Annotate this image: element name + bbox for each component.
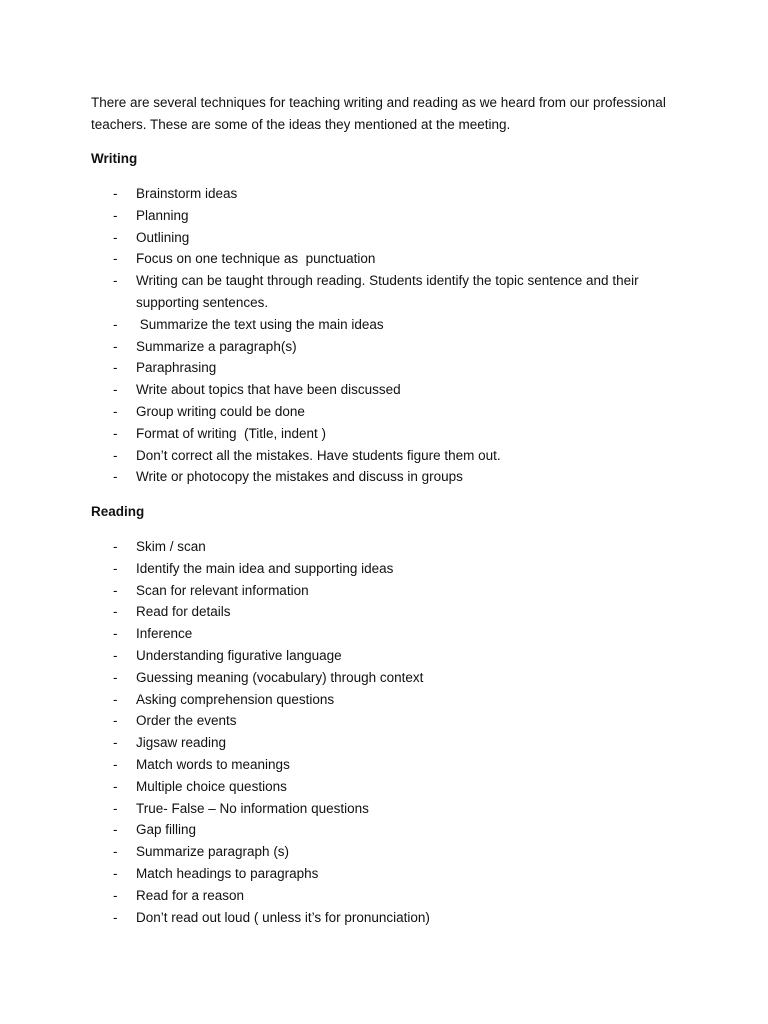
list-item-text: Jigsaw reading <box>136 735 227 751</box>
list-item-text: Scan for relevant information <box>136 582 309 598</box>
list-item-text: Summarize the text using the main ideas <box>136 316 384 332</box>
list-item-text: Write or photocopy the mistakes and discuss in groups <box>136 469 463 485</box>
bullet-dash: - <box>113 735 118 751</box>
list-item <box>91 357 691 379</box>
list-item <box>91 580 691 602</box>
bullet-dash: - <box>113 822 118 838</box>
bullet-dash: - <box>113 713 118 729</box>
reading-list <box>91 536 691 928</box>
bullet-dash: - <box>113 865 118 881</box>
list-item-text: Outlining <box>136 229 190 245</box>
bullet-dash: - <box>113 647 118 663</box>
list-item <box>91 183 691 205</box>
list-item <box>91 379 691 401</box>
list-item-text: Multiple choice questions <box>136 778 287 794</box>
list-item <box>91 205 691 227</box>
bullet-dash: - <box>113 582 118 598</box>
list-item <box>91 863 691 885</box>
list-item-text: Read for a reason <box>136 887 245 903</box>
list-item <box>91 732 691 754</box>
list-item <box>91 401 691 423</box>
list-item-text: Skim / scan <box>136 539 206 554</box>
writing-heading: Writing <box>91 151 138 166</box>
list-item-text: Don’t read out loud ( unless it’s for pronunciation) <box>136 909 430 925</box>
list-item-text: Match headings to paragraphs <box>136 865 319 881</box>
bullet-dash: - <box>113 909 118 925</box>
bullet-dash: - <box>113 800 118 816</box>
list-item-text: Understanding figurative language <box>136 647 342 663</box>
list-item <box>91 536 691 558</box>
bullet-dash: - <box>113 539 118 554</box>
reading-heading: Reading <box>91 504 145 519</box>
bullet-dash: - <box>113 887 118 903</box>
bullet-dash: - <box>113 403 118 419</box>
list-item-text: Order the events <box>136 713 237 729</box>
list-item <box>91 885 691 907</box>
list-item <box>91 558 691 580</box>
bullet-dash: - <box>113 469 118 485</box>
list-item <box>91 907 691 929</box>
list-item-text: Match words to meanings <box>136 756 290 772</box>
bullet-dash: - <box>113 604 118 620</box>
bullet-dash: - <box>113 186 118 201</box>
list-item-text: Write about topics that have been discussed <box>136 382 401 398</box>
bullet-dash: - <box>113 447 118 463</box>
list-item-text: Group writing could be done <box>136 403 305 419</box>
list-item-text: Format of writing (Title, indent ) <box>136 425 327 441</box>
bullet-dash: - <box>113 778 118 794</box>
list-item <box>91 248 691 270</box>
list-item <box>91 754 691 776</box>
bullet-dash: - <box>113 560 118 576</box>
list-item-text: Gap filling <box>136 822 197 838</box>
intro-paragraph: There are several techniques for teaching writing and reading as we heard from our professional teachers. These are some of the ideas they mentioned at the meeting. <box>91 95 666 132</box>
bullet-dash: - <box>113 360 118 376</box>
bullet-dash: - <box>113 626 118 642</box>
list-item <box>91 710 691 732</box>
list-item-text: Planning <box>136 207 189 223</box>
bullet-dash: - <box>113 251 118 267</box>
list-item <box>91 466 691 488</box>
list-item <box>91 819 691 841</box>
list-item <box>91 445 691 467</box>
bullet-dash: - <box>113 669 118 685</box>
list-item-text: Paraphrasing <box>136 360 217 376</box>
list-item <box>91 423 691 445</box>
list-item <box>91 841 691 863</box>
list-item <box>91 667 691 689</box>
list-item-text: Summarize a paragraph(s) <box>136 338 297 354</box>
list-item-text: Identify the main idea and supporting ideas <box>136 560 394 576</box>
list-item <box>91 645 691 667</box>
list-item-text: Inference <box>136 626 193 642</box>
bullet-dash: - <box>113 756 118 772</box>
list-item-text: Focus on one technique as punctuation <box>136 251 376 267</box>
list-item-text: True- False – No information questions <box>136 800 369 816</box>
list-item-text: Brainstorm ideas <box>136 186 238 201</box>
bullet-dash: - <box>113 316 118 332</box>
list-item <box>91 270 691 314</box>
bullet-dash: - <box>113 229 118 245</box>
list-item <box>91 776 691 798</box>
list-item <box>91 798 691 820</box>
list-item <box>91 227 691 249</box>
bullet-dash: - <box>113 207 118 223</box>
list-item <box>91 689 691 711</box>
list-item <box>91 601 691 623</box>
bullet-dash: - <box>113 844 118 860</box>
bullet-dash: - <box>113 425 118 441</box>
bullet-dash: - <box>113 338 118 354</box>
list-item-text: Asking comprehension questions <box>136 691 335 707</box>
writing-list <box>91 183 691 488</box>
bullet-dash: - <box>113 273 118 289</box>
list-item-text: Writing can be taught through reading. Students identify the topic sentence and their supporting sentences. <box>136 273 639 310</box>
list-item-text: Don’t correct all the mistakes. Have students figure them out. <box>136 447 501 463</box>
list-item <box>91 336 691 358</box>
list-item-text: Read for details <box>136 604 231 620</box>
list-item-text: Summarize paragraph (s) <box>136 844 290 860</box>
list-item-text: Guessing meaning (vocabulary) through context <box>136 669 424 685</box>
bullet-dash: - <box>113 691 118 707</box>
list-item <box>91 623 691 645</box>
bullet-dash: - <box>113 382 118 398</box>
list-item <box>91 314 691 336</box>
